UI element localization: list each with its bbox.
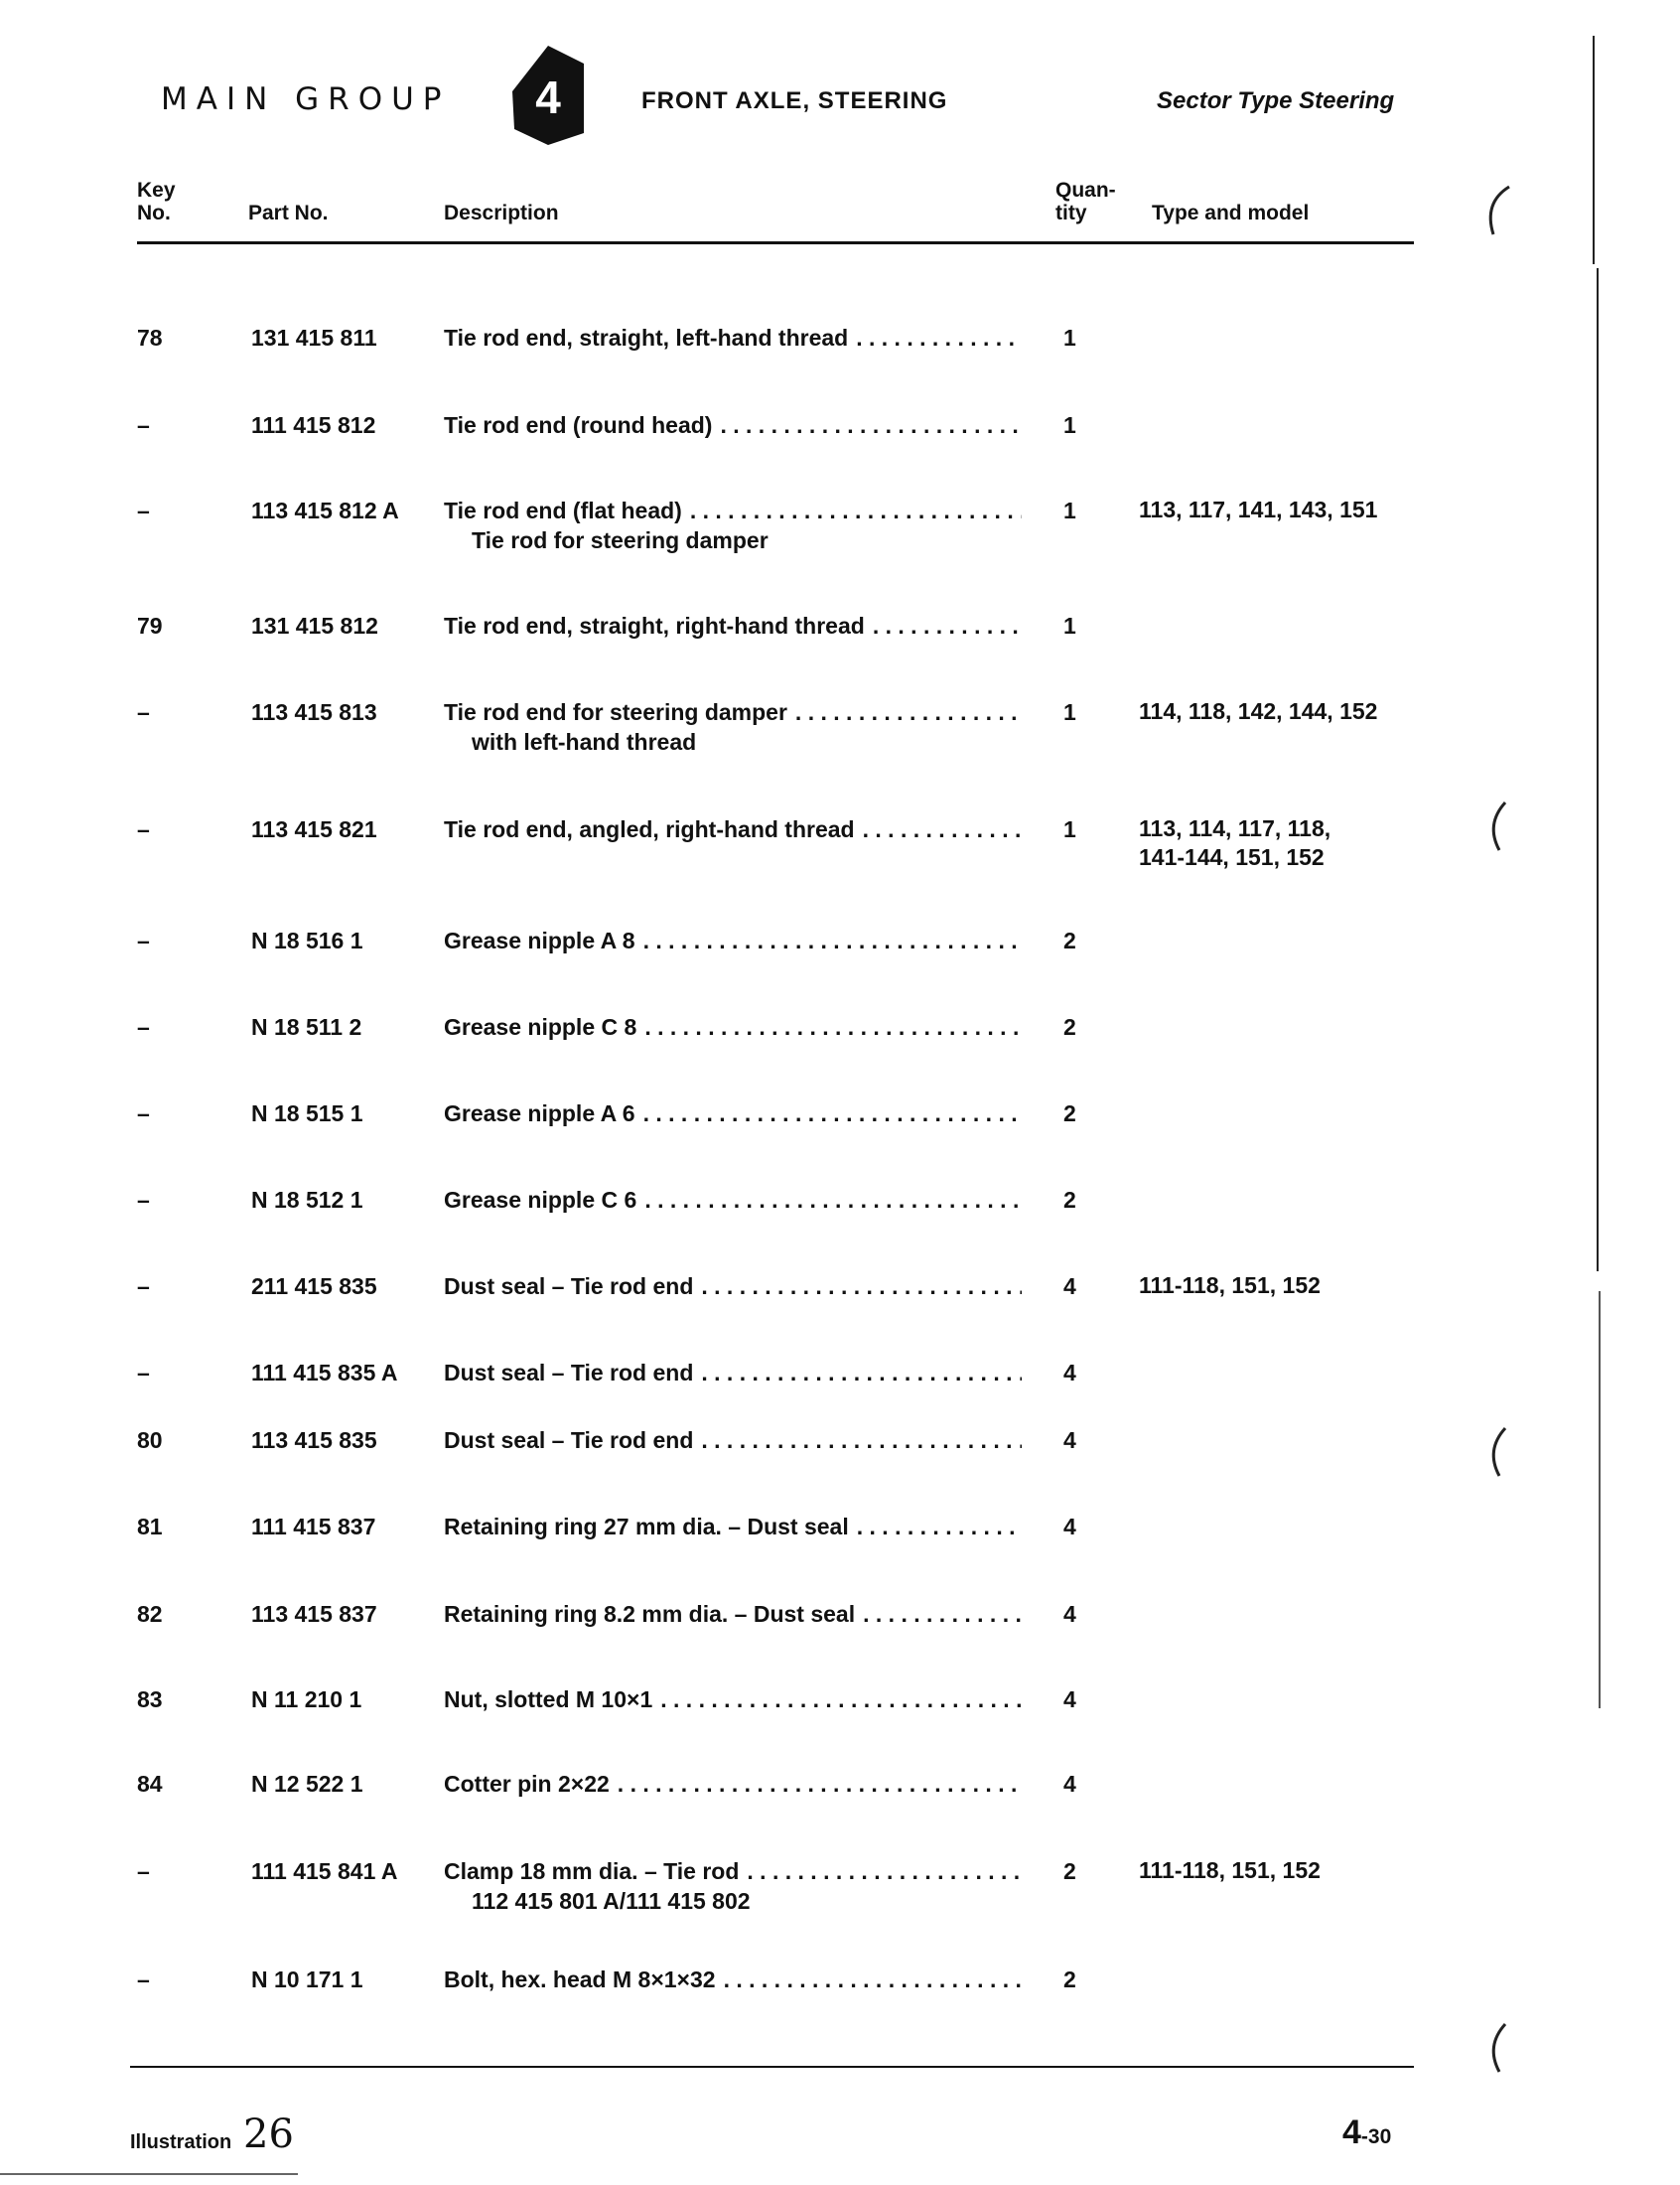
key-number: 78 [137,325,163,351]
footer-rule [130,2066,1414,2068]
description-text: Retaining ring 8.2 mm dia. – Dust seal [444,1601,856,1627]
quantity: 1 [1063,325,1076,351]
part-number: 113 415 812 A [251,498,399,523]
part-number: N 12 522 1 [251,1771,363,1797]
header-rule [137,241,1414,244]
key-number: – [137,699,150,725]
key-number: – [137,1187,150,1213]
description-text: Grease nipple A 8 [444,928,635,953]
type-model: 113, 114, 117, 118, 141-144, 151, 152 [1139,815,1331,870]
key-number: – [137,1100,150,1126]
part-description [444,1271,1022,1301]
quantity: 4 [1063,1771,1076,1797]
key-number: 83 [137,1686,163,1712]
description-text: Tie rod end, straight, right-hand thread [444,613,865,639]
quantity: 1 [1063,498,1076,523]
description-text: Tie rod end, angled, right-hand thread [444,816,855,842]
dot-leader [660,1684,1022,1714]
group-number-badge [508,42,588,149]
description-text: Tie rod end for steering damper [444,699,787,725]
description-text: Grease nipple A 6 [444,1100,635,1126]
dot-leader [701,1358,1022,1387]
description-text: Grease nipple C 6 [444,1187,637,1213]
part-number: N 18 511 2 [251,1014,362,1040]
main-group-label: MAIN GROUP [161,81,451,117]
key-number: – [137,412,150,438]
description-text: Nut, slotted M 10×1 [444,1686,653,1712]
key-number: 82 [137,1601,163,1627]
group-number: 4 [535,72,561,123]
col-key-header: Key No. [137,179,176,224]
type-model: 111-118, 151, 152 [1139,1272,1321,1298]
part-number: 211 415 835 [251,1273,377,1299]
part-number: 113 415 821 [251,816,377,842]
section-title: FRONT AXLE, STEERING [641,87,948,114]
type-model: 111-118, 151, 152 [1139,1857,1321,1883]
part-description [444,1012,1022,1042]
scan-edge-line [0,2173,298,2175]
quantity: 1 [1063,412,1076,438]
col-description-header: Description [444,202,559,224]
part-description [444,1358,1022,1387]
binder-hole-mark [1479,179,1519,248]
description-continuation: with left-hand thread [472,729,697,755]
key-number: – [137,928,150,953]
part-number: 131 415 812 [251,613,378,639]
quantity: 4 [1063,1427,1076,1453]
part-number: N 18 516 1 [251,928,363,953]
section-subtitle: Sector Type Steering [1157,87,1395,114]
key-number: – [137,1273,150,1299]
dot-leader [720,410,1022,440]
description-text: Grease nipple C 8 [444,1014,637,1040]
description-text: Dust seal – Tie rod end [444,1360,694,1385]
part-number: N 11 210 1 [251,1686,362,1712]
dot-leader [873,611,1022,641]
dot-leader [747,1856,1022,1886]
binder-hole-mark [1479,1420,1519,1490]
quantity: 1 [1063,699,1076,725]
description-text: Tie rod end (flat head) [444,498,682,523]
part-description [444,1425,1022,1455]
key-number: – [137,816,150,842]
part-description [444,1769,1022,1799]
description-text: Cotter pin 2×22 [444,1771,610,1797]
dot-leader [856,323,1022,353]
type-model: 114, 118, 142, 144, 152 [1139,698,1378,724]
key-number: 84 [137,1771,163,1797]
description-continuation: 112 415 801 A/111 415 802 [472,1888,751,1914]
part-number: 111 415 835 A [251,1360,398,1385]
part-number: 113 415 837 [251,1601,377,1627]
part-description [444,323,1022,353]
quantity: 1 [1063,613,1076,639]
dot-leader [643,926,1022,955]
binder-hole-mark [1479,2016,1519,2086]
description-text: Tie rod end (round head) [444,412,713,438]
col-quantity-header: Quan- tity [1055,179,1116,224]
scan-margin-line [1599,1291,1601,1708]
quantity: 2 [1063,928,1076,953]
part-description [444,1965,1022,1994]
quantity: 4 [1063,1273,1076,1299]
part-number: 111 415 841 A [251,1858,398,1884]
scan-margin-line [1597,268,1599,1271]
quantity: 1 [1063,816,1076,842]
dot-leader [690,496,1022,525]
part-number: 131 415 811 [251,325,377,351]
part-number: N 18 515 1 [251,1100,363,1126]
part-description [444,1856,1022,1916]
part-description [444,1512,1022,1541]
key-number: 80 [137,1427,163,1453]
part-description [444,1098,1022,1128]
part-description [444,814,1022,844]
part-description [444,697,1022,757]
description-text: Retaining ring 27 mm dia. – Dust seal [444,1514,849,1539]
quantity: 4 [1063,1360,1076,1385]
illustration-label: Illustration [130,2131,232,2153]
type-model: 113, 117, 141, 143, 151 [1139,497,1378,522]
part-number: 113 415 835 [251,1427,377,1453]
quantity: 2 [1063,1014,1076,1040]
part-description [444,926,1022,955]
description-text: Dust seal – Tie rod end [444,1427,694,1453]
dot-leader [857,1512,1022,1541]
dot-leader [644,1185,1022,1215]
quantity: 4 [1063,1514,1076,1539]
part-number: N 18 512 1 [251,1187,363,1213]
part-number: 111 415 812 [251,412,376,438]
quantity: 4 [1063,1686,1076,1712]
quantity: 2 [1063,1858,1076,1884]
dot-leader [795,697,1022,727]
dot-leader [863,1599,1022,1629]
part-number: 111 415 837 [251,1514,376,1539]
part-number: 113 415 813 [251,699,377,725]
dot-leader [863,814,1022,844]
illustration-number: 26 [243,2112,294,2157]
key-number: 79 [137,613,163,639]
dot-leader [618,1769,1022,1799]
dot-leader [724,1965,1022,1994]
quantity: 2 [1063,1100,1076,1126]
part-description [444,611,1022,641]
part-description [444,1684,1022,1714]
description-text: Bolt, hex. head M 8×1×32 [444,1966,716,1992]
part-description [444,1185,1022,1215]
dot-leader [643,1098,1022,1128]
col-type-model-header: Type and model [1152,202,1310,224]
binder-hole-mark [1479,795,1519,864]
part-description [444,410,1022,440]
description-text: Dust seal – Tie rod end [444,1273,694,1299]
dot-leader [701,1271,1022,1301]
description-text: Clamp 18 mm dia. – Tie rod [444,1858,740,1884]
key-number: – [137,1014,150,1040]
key-number: – [137,1360,150,1385]
key-number: – [137,1966,150,1992]
description-continuation: Tie rod for steering damper [472,527,769,553]
quantity: 4 [1063,1601,1076,1627]
part-description [444,1599,1022,1629]
col-part-header: Part No. [248,202,329,224]
scan-margin-line [1593,36,1595,264]
key-number: – [137,1858,150,1884]
key-number: 81 [137,1514,163,1539]
page-number: 4-30 [1342,2113,1392,2151]
part-number: N 10 171 1 [251,1966,363,1992]
description-text: Tie rod end, straight, left-hand thread [444,325,849,351]
dot-leader [644,1012,1022,1042]
dot-leader [701,1425,1022,1455]
quantity: 2 [1063,1187,1076,1213]
quantity: 2 [1063,1966,1076,1992]
part-description [444,496,1022,555]
key-number: – [137,498,150,523]
